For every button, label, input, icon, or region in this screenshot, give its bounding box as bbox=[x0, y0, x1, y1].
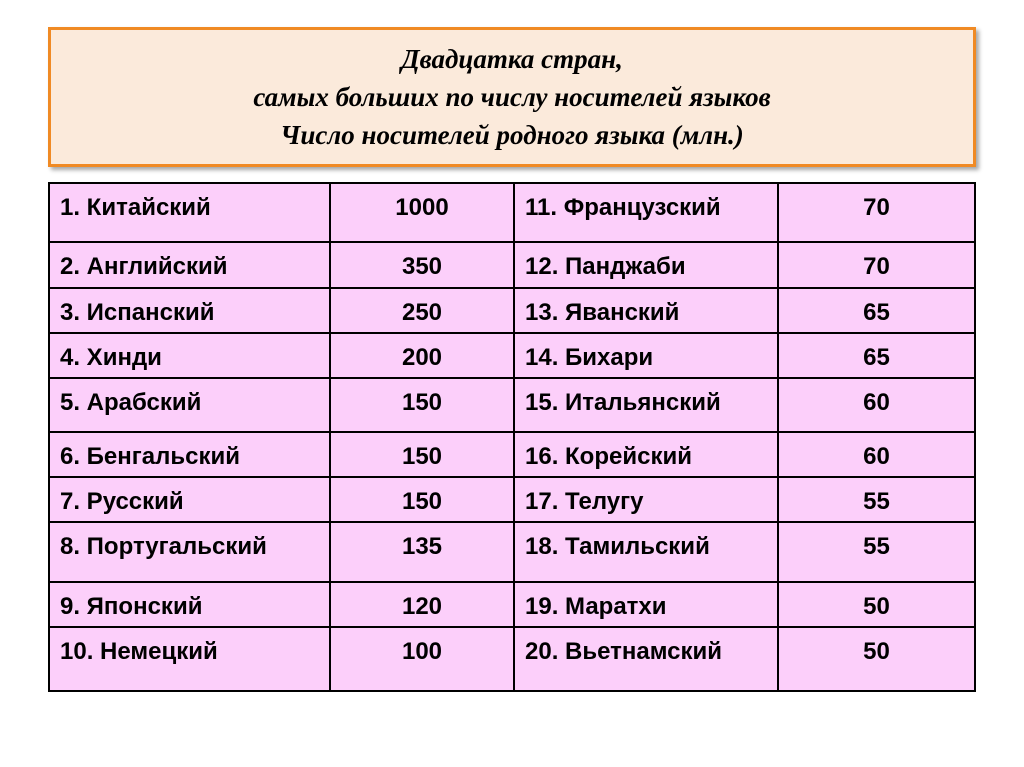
language-name: 6. Бенгальский bbox=[49, 432, 330, 477]
speaker-count: 60 bbox=[778, 378, 975, 432]
speaker-count: 150 bbox=[330, 477, 514, 522]
speaker-count: 50 bbox=[778, 627, 975, 691]
speaker-count: 200 bbox=[330, 333, 514, 378]
language-name: 5. Арабский bbox=[49, 378, 330, 432]
speaker-count: 65 bbox=[778, 288, 975, 333]
speaker-count: 150 bbox=[330, 378, 514, 432]
language-name: 19. Маратхи bbox=[514, 582, 778, 627]
language-name: 12. Панджаби bbox=[514, 242, 778, 288]
language-name: 15. Итальянский bbox=[514, 378, 778, 432]
table-row bbox=[49, 582, 975, 627]
language-name: 9. Японский bbox=[49, 582, 330, 627]
language-name: 8. Португальский bbox=[49, 522, 330, 582]
speaker-count: 250 bbox=[330, 288, 514, 333]
language-name: 16. Корейский bbox=[514, 432, 778, 477]
speaker-count: 50 bbox=[778, 582, 975, 627]
language-name: 14. Бихари bbox=[514, 333, 778, 378]
table-row bbox=[49, 477, 975, 522]
speaker-count: 135 bbox=[330, 522, 514, 582]
language-name: 18. Тамильский bbox=[514, 522, 778, 582]
language-name: 2. Английский bbox=[49, 242, 330, 288]
table-row bbox=[49, 432, 975, 477]
speaker-count: 70 bbox=[778, 183, 975, 242]
speaker-count: 100 bbox=[330, 627, 514, 691]
language-name: 11. Французский bbox=[514, 183, 778, 242]
language-name: 1. Китайский bbox=[49, 183, 330, 242]
table-row bbox=[49, 333, 975, 378]
speaker-count: 55 bbox=[778, 477, 975, 522]
title-line-3: Число носителей родного языка (млн.) bbox=[280, 120, 744, 150]
title-line-1: Двадцатка стран, bbox=[401, 44, 623, 74]
language-name: 7. Русский bbox=[49, 477, 330, 522]
speaker-count: 150 bbox=[330, 432, 514, 477]
table-row bbox=[49, 242, 975, 288]
languages-table bbox=[48, 182, 976, 692]
title-box bbox=[48, 27, 976, 167]
table-row bbox=[49, 522, 975, 582]
table-row bbox=[49, 378, 975, 432]
speaker-count: 65 bbox=[778, 333, 975, 378]
language-name: 13. Яванский bbox=[514, 288, 778, 333]
table-row bbox=[49, 183, 975, 242]
table-row bbox=[49, 288, 975, 333]
language-name: 10. Немецкий bbox=[49, 627, 330, 691]
language-name: 4. Хинди bbox=[49, 333, 330, 378]
language-name: 3. Испанский bbox=[49, 288, 330, 333]
speaker-count: 55 bbox=[778, 522, 975, 582]
language-name: 17. Телугу bbox=[514, 477, 778, 522]
title-line-2: самых больших по числу носителей языков bbox=[253, 82, 771, 112]
speaker-count: 350 bbox=[330, 242, 514, 288]
speaker-count: 1000 bbox=[330, 183, 514, 242]
speaker-count: 120 bbox=[330, 582, 514, 627]
table-row bbox=[49, 627, 975, 691]
language-name: 20. Вьетнамский bbox=[514, 627, 778, 691]
speaker-count: 60 bbox=[778, 432, 975, 477]
speaker-count: 70 bbox=[778, 242, 975, 288]
